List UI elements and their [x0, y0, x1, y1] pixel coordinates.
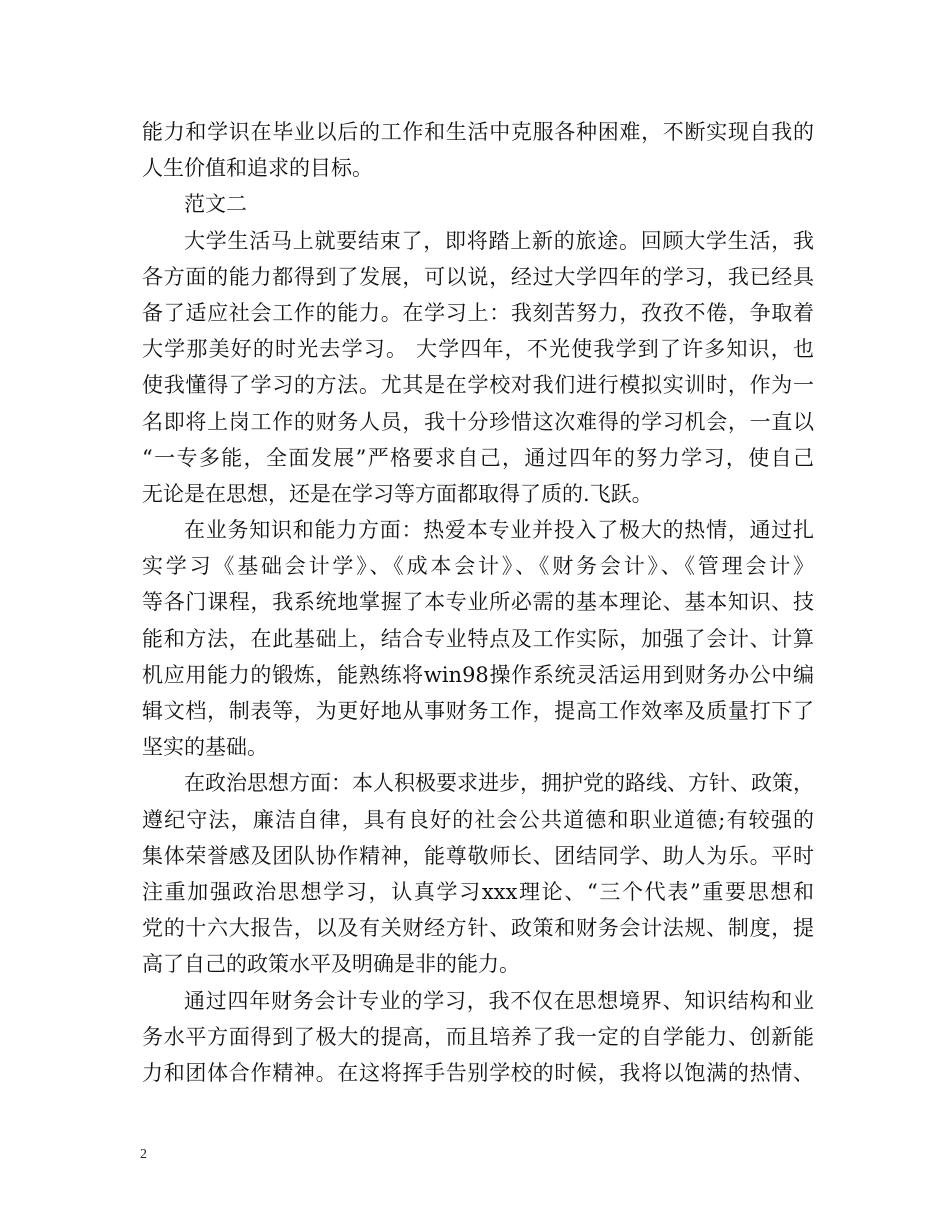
text-line: 能力和学识在毕业以后的工作和生活中克服各种困难，不断实现自我的	[142, 120, 814, 144]
text-line: 力和团体合作精神。在这将挥手告别学校的时候，我将以饱满的热情、	[142, 1060, 814, 1085]
text-line: 党的十六大报告，以及有关财经方针、政策和财务会计法规、制度，提	[142, 916, 814, 941]
text-line: 遵纪守法，廉洁自律，具有良好的社会公共道德和职业道德;有较强的	[142, 807, 814, 832]
text-line: 注重加强政治思想学习，认真学习xxx理论、“三个代表”重要思想和	[142, 879, 814, 904]
text-line: 各方面的能力都得到了发展，可以说，经过大学四年的学习，我已经具	[142, 264, 814, 289]
text-line: 辑文档，制表等，为更好地从事财务工作，提高工作效率及质量打下了	[142, 699, 814, 723]
page-number: 2	[140, 1147, 147, 1162]
text-line: 等各门课程，我系统地掌握了本专业所必需的基本理论、基本知识、技	[142, 590, 814, 615]
text-line: 使我懂得了学习的方法。尤其是在学校对我们进行模拟实训时，作为一	[142, 373, 814, 398]
document-body	[142, 114, 814, 1091]
text-line: 集体荣誉感及团队协作精神，能尊敬师长、团结同学、助人为乐。平时	[142, 843, 814, 868]
text-line: 机应用能力的锻炼，能熟练将win98操作系统灵活运用到财务办公中编	[142, 662, 814, 687]
section-heading: 范文二	[184, 192, 247, 217]
paragraph-first-line: 在业务知识和能力方面：热爱本专业并投入了极大的热情，通过扎	[184, 518, 814, 543]
text-line: 实学习《基础会计学》、《成本会计》、《财务会计》、《管理会计》	[142, 554, 814, 579]
paragraph-first-line: 通过四年财务会计专业的学习，我不仅在思想境界、知识结构和业	[184, 988, 814, 1013]
text-line: 大学那美好的时光去学习。 大学四年，不光使我学到了许多知识，也	[142, 337, 814, 362]
paragraph-first-line: 大学生活马上就要结束了，即将踏上新的旅途。回顾大学生活，我	[184, 228, 814, 253]
paragraph-first-line: 在政治思想方面：本人积极要求进步，拥护党的路线、方针、政策，	[184, 771, 814, 796]
text-line: 坚实的基础。	[142, 735, 268, 760]
text-line: “一专多能，全面发展”严格要求自己，通过四年的努力学习，使自己	[142, 445, 814, 470]
text-line: 高了自己的政策水平及明确是非的能力。	[142, 952, 520, 977]
text-line: 备了适应社会工作的能力。在学习上：我刻苦努力，孜孜不倦，争取着	[142, 300, 814, 325]
text-line: 务水平方面得到了极大的提高，而且培养了我一定的自学能力、创新能	[142, 1024, 814, 1049]
text-line: 名即将上岗工作的财务人员，我十分珍惜这次难得的学习机会，一直以	[142, 409, 814, 434]
text-line: 人生价值和追求的目标。	[142, 156, 373, 181]
text-line: 无论是在思想，还是在学习等方面都取得了质的.飞跃。	[142, 481, 653, 506]
text-line: 能和方法，在此基础上，结合专业特点及工作实际，加强了会计、计算	[142, 626, 814, 651]
